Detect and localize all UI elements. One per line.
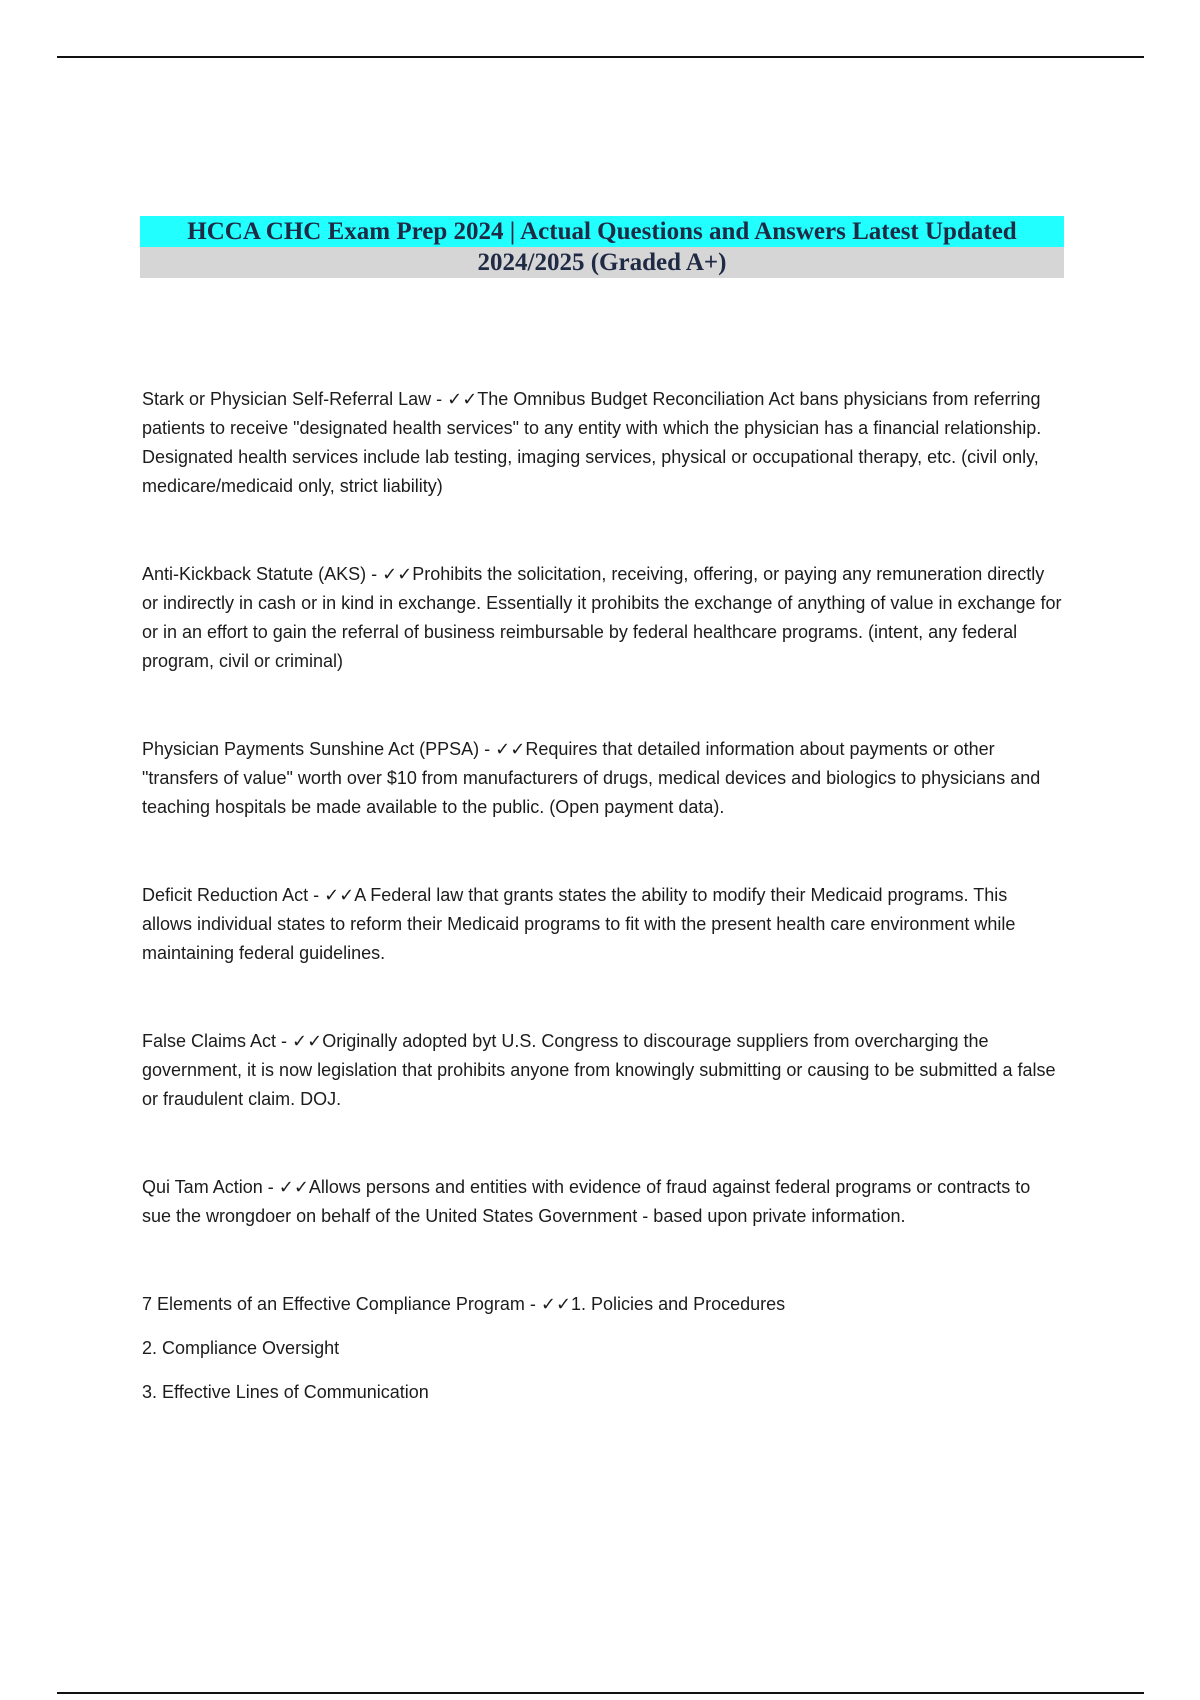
bottom-rule [57, 1692, 1144, 1694]
check-mark-icon: ✓✓ [382, 564, 413, 585]
entry-term: False Claims Act [142, 1031, 277, 1051]
entry-separator: - [366, 564, 383, 584]
qa-entry [142, 1290, 1062, 1319]
title-line-2: 2024/2025 (Graded A+) [140, 247, 1064, 278]
entry-term: Deficit Reduction Act [142, 885, 309, 905]
entry-definition: The Omnibus Budget Reconciliation Act bans physicians from referring patients to receive "designated health services" to any entity with which the physician has a financial relationship. Designated health services include lab testing, imaging services, physical or occupational therapy, etc. (civil only, medicare/medicaid only, strict liability) [142, 389, 1042, 496]
check-mark-icon: ✓✓ [324, 885, 355, 906]
entry-definition: Originally adopted byt U.S. Congress to discourage suppliers from overcharging the government, it is now legislation that prohibits anyone from knowingly submitting or causing to be submitted a false or fraudulent claim. DOJ. [142, 1031, 1056, 1109]
entry-definition: A Federal law that grants states the ability to modify their Medicaid programs. This allows individual states to reform their Medicaid programs to fit with the present health care environment while maintaining federal guidelines. [142, 885, 1016, 963]
entry-term: 7 Elements of an Effective Compliance Program [142, 1294, 525, 1314]
qa-entry [142, 735, 1062, 822]
entry-separator: - [276, 1031, 293, 1051]
check-mark-icon: ✓✓ [447, 389, 478, 410]
list-item: 2. Compliance Oversight [142, 1338, 340, 1358]
entry-definition: Allows persons and entities with evidence of fraud against federal programs or contracts to sue the wrongdoer on behalf of the United States Government - based upon private information. [142, 1177, 1031, 1226]
qa-entry [142, 881, 1062, 968]
list-item: 3. Effective Lines of Communication [142, 1382, 429, 1402]
qa-entry [142, 560, 1062, 676]
entry-separator: - [308, 885, 325, 905]
entry-definition: Requires that detailed information about payments or other "transfers of value" worth over $10 from manufacturers of drugs, medical devices and biologics to physicians and teaching hospitals be made available to the public. (Open payment data). [142, 739, 1041, 817]
check-mark-icon: ✓✓ [278, 1177, 309, 1198]
check-mark-icon: ✓✓ [540, 1294, 572, 1315]
qa-entry [142, 385, 1062, 501]
entry-separator: - [431, 389, 448, 409]
top-rule [57, 56, 1144, 58]
entry-term: Anti-Kickback Statute (AKS) [142, 564, 367, 584]
qa-entry [142, 1173, 1062, 1231]
check-mark-icon: ✓✓ [292, 1031, 323, 1052]
entry-separator: - [479, 739, 496, 759]
entry-definition: 1. Policies and Procedures [571, 1294, 786, 1314]
entry-separator: - [524, 1294, 541, 1314]
entry-term: Stark or Physician Self-Referral Law [142, 389, 432, 409]
qa-entries [142, 385, 1062, 1422]
entry-definition: Prohibits the solicitation, receiving, offering, or paying any remuneration directly or indirectly in cash or in kind in exchange. Essentially it prohibits the exchange of anything of value in exchange for or in an effort to gain the referral of business reimbursable by federal healthcare programs. (intent, any federal program, civil or criminal) [142, 564, 1062, 671]
document-title [140, 216, 1064, 278]
title-line-1: HCCA CHC Exam Prep 2024 | Actual Questions and Answers Latest Updated [140, 216, 1064, 247]
entry-separator: - [262, 1177, 279, 1197]
entry-term: Qui Tam Action [142, 1177, 263, 1197]
entry-term: Physician Payments Sunshine Act (PPSA) [142, 739, 480, 759]
check-mark-icon: ✓✓ [495, 739, 526, 760]
qa-entry [142, 1027, 1062, 1114]
